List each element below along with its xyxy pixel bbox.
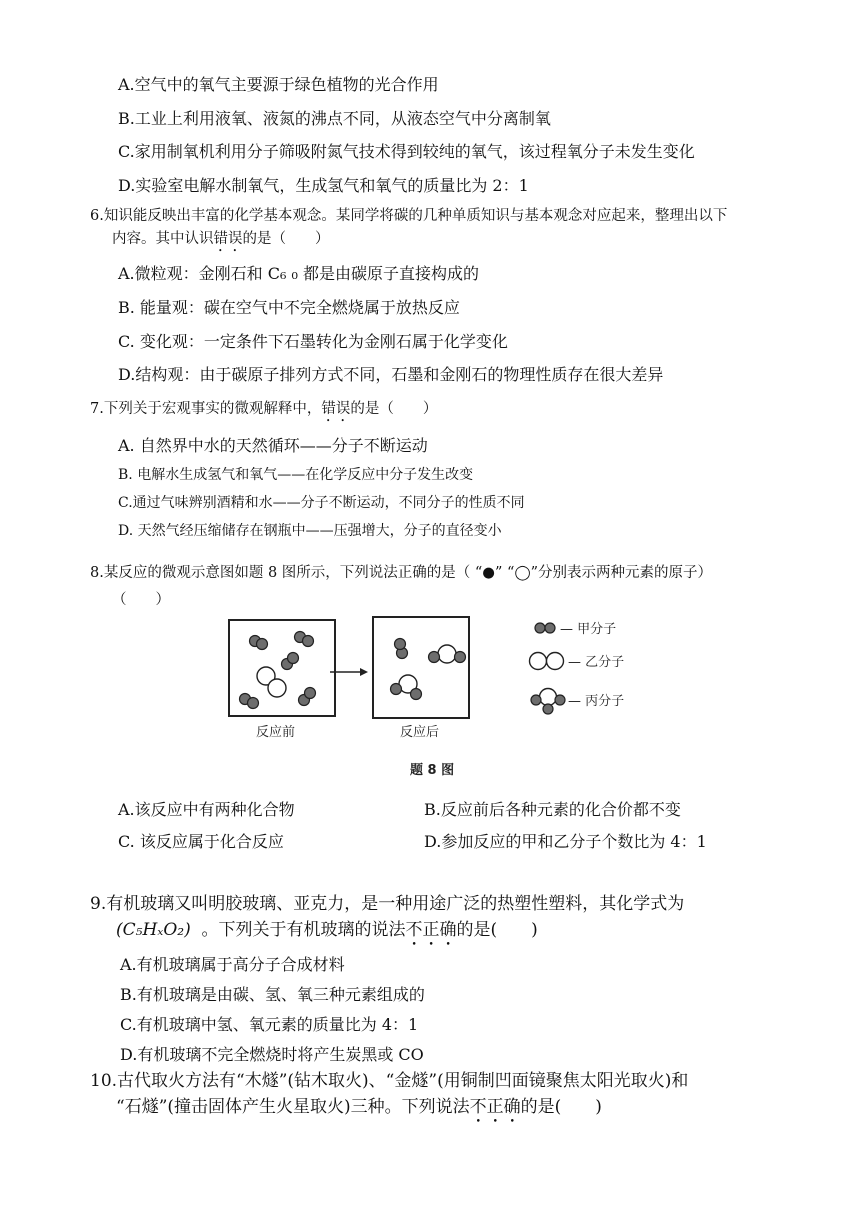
legend-jia-icon	[535, 623, 555, 633]
q7-option-a: A. 自然界中水的天然循环——分子不断运动	[118, 436, 428, 455]
q9-option-c: C.有机玻璃中氢、氧元素的质量比为 4：1	[120, 1015, 419, 1034]
before-yi-molecule	[257, 667, 286, 697]
legend-yi-icon	[530, 653, 564, 670]
legend-jia: — 甲分子	[560, 622, 617, 637]
q9-option-d: D.有机玻璃不完全燃烧时将产生炭黑或 CO	[120, 1045, 424, 1064]
q10-emphasis: 不正确	[469, 1097, 521, 1117]
legend-bing: — 丙分子	[568, 694, 625, 709]
after-box	[373, 617, 469, 718]
after-bing-molecule-1	[429, 645, 466, 663]
q9-emphasis: 不正确	[405, 920, 457, 940]
q5-option-d: D.实验室电解水制氧气，生成氢气和氧气的质量比为 2：1	[118, 176, 529, 195]
q6-option-a: A.微粒观：金刚石和 C₆ ₀ 都是由碳原子直接构成的	[118, 264, 479, 283]
q9-stem-line2: (C₅HₓO₂) 。下列关于有机玻璃的说法不正确的是( )	[116, 920, 538, 940]
q10-stem-line1: 10.古代取火方法有“木燧”(钻木取火)、“金燧”(用铜制凹面镜聚焦太阳光取火)和	[90, 1071, 689, 1091]
figure-caption: 题 8 图	[410, 763, 455, 778]
q6-stem-line2: 内容。其中认识错误的是（ ）	[112, 231, 330, 247]
q8-option-a: A.该反应中有两种化合物	[118, 800, 295, 819]
q7-stem: 7.下列关于宏观事实的微观解释中，错误的是（ ）	[90, 401, 438, 417]
q8-option-b: B.反应前后各种元素的化合价都不变	[424, 800, 681, 819]
q6-option-c: C. 变化观：一定条件下石墨转化为金刚石属于化学变化	[118, 332, 508, 351]
q7-emphasis: 错误	[321, 401, 351, 417]
q9-option-b: B.有机玻璃是由碳、氢、氧三种元素组成的	[120, 985, 425, 1004]
q7-option-c: C.通过气味辨别酒精和水——分子不断运动，不同分子的性质不同	[118, 495, 525, 511]
q8-stem-line2: （ ）	[112, 592, 170, 608]
q8-option-c: C. 该反应属于化合反应	[118, 832, 284, 851]
q6-option-b: B. 能量观：碳在空气中不完全燃烧属于放热反应	[118, 298, 460, 317]
q9-option-a: A.有机玻璃属于高分子合成材料	[120, 955, 345, 974]
q9-stem-line1: 9.有机玻璃又叫明胶玻璃、亚克力，是一种用途广泛的热塑性塑料，其化学式为	[90, 894, 685, 914]
q10-stem-line2: “石燧”(撞击固体产生火星取火)三种。下列说法不正确的是( )	[116, 1097, 602, 1117]
after-bing-molecule-2	[391, 675, 422, 700]
q8-stem-line1: 8.某反应的微观示意图如题 8 图所示，下列说法正确的是（ “●” “◯”分别表示两种元素的原子）	[90, 565, 713, 581]
legend-bing-icon	[531, 689, 565, 715]
q6-stem-line1: 6.知识能反映出丰富的化学基本观念。某同学将碳的几种单质知识与基本观念对应起来，整理出以下	[90, 208, 728, 224]
q5-option-c: C.家用制氧机利用分子筛吸附氮气技术得到较纯的氧气，该过程氧分子未发生变化	[118, 142, 695, 161]
legend-yi: — 乙分子	[568, 655, 625, 670]
after-jia-molecule	[395, 639, 408, 659]
q7-option-d: D. 天然气经压缩储存在钢瓶中——压强增大，分子的直径变小	[118, 523, 502, 539]
q8-figure	[220, 612, 680, 782]
q5-option-a: A.空气中的氧气主要源于绿色植物的光合作用	[118, 75, 439, 94]
q7-option-b: B. 电解水生成氢气和氧气——在化学反应中分子发生改变	[118, 467, 474, 483]
after-label: 反应后	[400, 725, 440, 740]
q9-formula: (C₅HₓO₂)	[116, 920, 191, 940]
before-label: 反应前	[256, 725, 296, 740]
q6-option-d: D.结构观：由于碳原子排列方式不同，石墨和金刚石的物理性质存在很大差异	[118, 365, 664, 384]
q6-emphasis: 错误	[213, 231, 243, 247]
q8-option-d: D.参加反应的甲和乙分子个数比为 4：1	[424, 832, 707, 851]
q5-option-b: B.工业上利用液氧、液氮的沸点不同，从液态空气中分离制氧	[118, 109, 551, 128]
